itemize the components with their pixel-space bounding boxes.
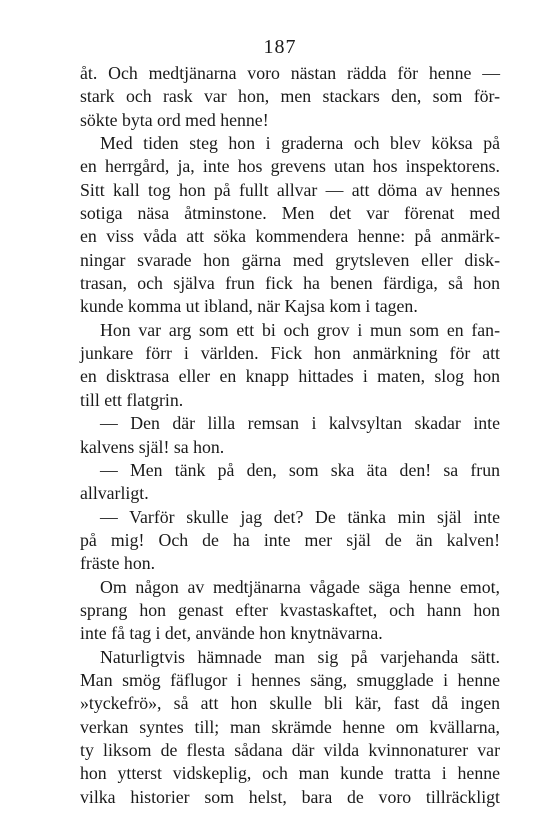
text-line: till ett flatgrin. — [80, 389, 184, 410]
text-line: inte få tag i det, använde hon knytnävarna. — [80, 623, 383, 644]
text-line: sprang hon genast efter kvastaskaftet, och hann hon — [80, 599, 500, 620]
text-line: Med tiden steg hon i graderna och blev köksa på — [100, 133, 500, 154]
text-line: kalvens själ! sa hon. — [80, 436, 225, 457]
text-line: vilka historier som helst, bara de voro tillräckligt — [80, 786, 500, 807]
text-line: hon ytterst vidskeplig, och man kunde tratta i henne — [80, 763, 500, 784]
text-line: — Men tänk på den, som ska äta den! sa frun — [100, 459, 500, 480]
text-line: verkan syntes till; man skrämde henne om kvällarna, — [80, 716, 500, 737]
text-line: Naturligtvis hämnade man sig på varjehanda sätt. — [100, 646, 500, 667]
text-line: ty liksom de flesta sådana där vilda kvinnonaturer var — [80, 739, 500, 760]
text-line: — Den där lilla remsan i kalvsyltan skadar inte — [100, 413, 500, 434]
text-line: Man smög fäflugor i hennes säng, smugglade i henne — [80, 669, 500, 690]
text-line: »tyckefrö», så att hon skulle bli kär, fast då ingen — [80, 693, 500, 714]
text-line: allvarligt. — [80, 483, 149, 504]
text-line: Om någon av medtjänarna vågade säga henne emot, — [100, 576, 500, 597]
body-text — [80, 62, 500, 809]
text-line: på mig! Och de ha inte mer själ de än kalven! — [80, 529, 500, 550]
text-line: stark och rask var hon, men stackars den, som för- — [80, 86, 500, 107]
text-line: — Varför skulle jag det? De tänka min själ inte — [100, 506, 500, 527]
text-line: sotiga näsa åtminstone. Men det var förenat med — [80, 203, 500, 224]
text-line: en herrgård, ja, inte hos grevens utan hos inspektorens. — [80, 156, 500, 177]
text-line: åt. Och medtjänarna voro nästan rädda för henne — — [80, 63, 500, 83]
text-line: Sitt kall tog hon på fullt allvar — att döma av hennes — [80, 179, 500, 200]
text-line: en disktrasa eller en knapp hittades i maten, slog hon — [80, 366, 500, 387]
page-number: 187 — [263, 36, 297, 58]
text-line: ningar svarade hon gärna med grytsleven eller disk- — [80, 249, 500, 270]
text-line: sökte byta ord med henne! — [80, 109, 269, 130]
text-line: trasan, och själva frun fick ha benen färdiga, så hon — [80, 273, 500, 294]
text-line: fräste hon. — [80, 553, 156, 574]
text-line: Hon var arg som ett bi och grov i mun som en fan- — [100, 319, 500, 340]
text-line: junkare förr i världen. Fick hon anmärkning för att — [80, 343, 500, 364]
text-line: en viss våda att söka kommendera henne: på anmärk- — [80, 226, 500, 247]
text-line: kunde komma ut ibland, när Kajsa kom i tagen. — [80, 296, 418, 317]
